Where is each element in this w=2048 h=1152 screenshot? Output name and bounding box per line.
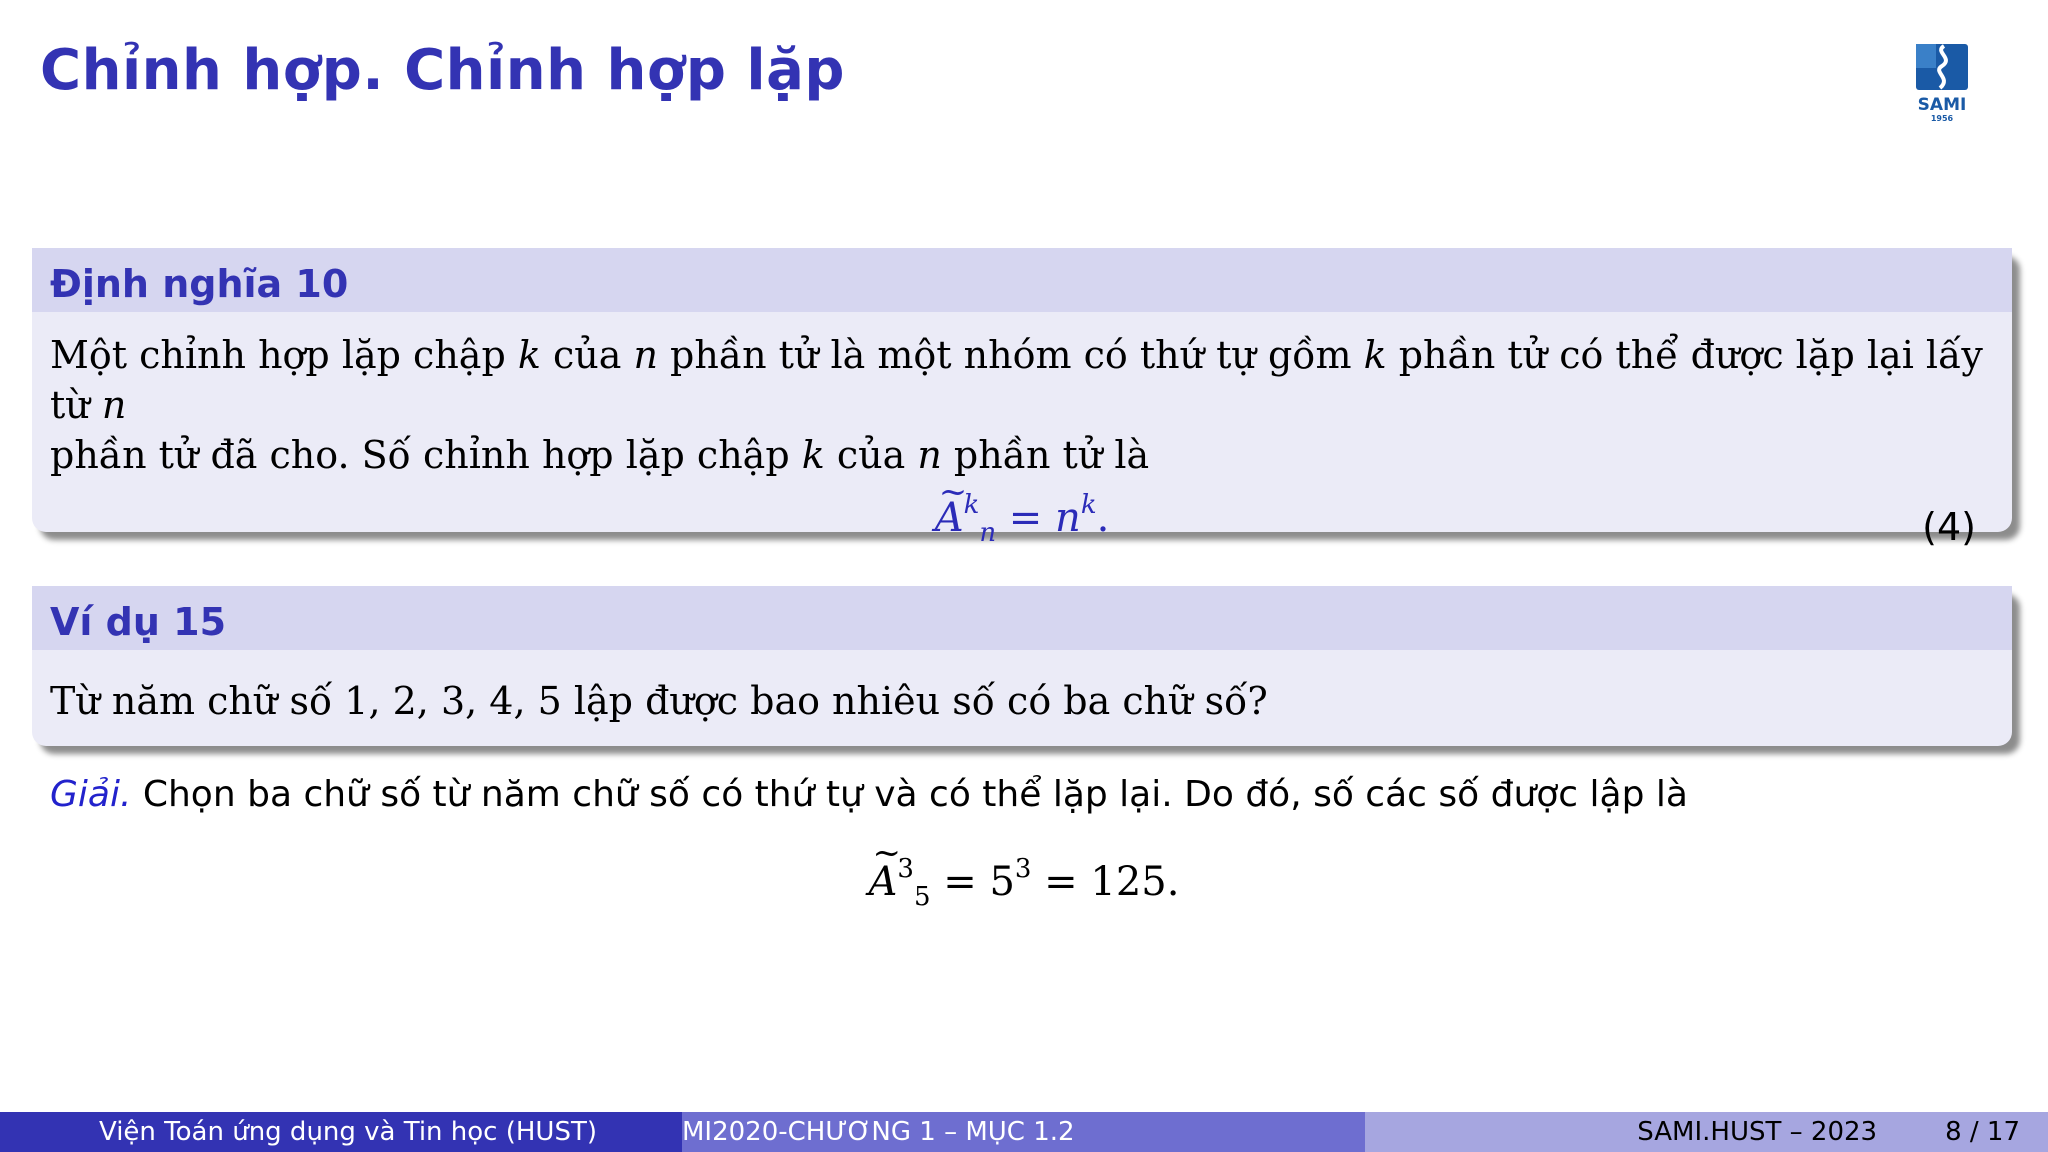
equation-number: (4) [1922,505,1976,549]
footer-institute: Viện Toán ứng dụng và Tin học (HUST) [0,1112,682,1152]
footer-course: MI2020-CHƯƠNG 1 – MỤC 1.2 [682,1112,1365,1152]
definition-block [32,248,2012,549]
definition-body [32,312,2012,564]
definition-formula: ~ $A^k_n = n^k$. [50,480,1994,558]
example-text: Từ năm chữ số 1, 2, 3, 4, 5 lập được bao nhiêu số có ba chữ số? [50,679,1268,723]
definition-line-1: Một chỉnh hợp lặp chập k của n phần tử là một nhóm có thứ tự gồm k phần tử có thể được lặp lại lấy từ n [50,333,1983,427]
example-heading: Ví dụ 15 [32,586,2012,650]
definition-equation [50,480,1994,564]
definition-heading: Định nghĩa 10 [32,248,2012,312]
logo-year: 1956 [1930,114,1954,123]
solution-formula: ~ $A^3_5 = 5^3 = 125$. [0,854,2048,912]
solution-label: Giải. [50,774,132,815]
footer-bar [0,1112,2048,1152]
page-title: Chỉnh hợp. Chỉnh hợp lặp [40,38,845,103]
sami-emblem-icon [1914,42,1970,92]
page-number: 8 / 17 [1945,1117,2020,1147]
logo-text: SAMI [1917,95,1967,115]
definition-line-2: phần tử đã cho. Số chỉnh hợp lặp chập k của n phần tử là [50,433,1150,477]
example-block [32,586,2012,746]
footer-right [1365,1112,2048,1152]
sami-logo [1912,42,1972,128]
solution-text: Giải. Chọn ba chữ số từ năm chữ số có thứ tự và có thể lặp lại. Do đó, số các số được lập là [50,774,1688,815]
footer-org: SAMI.HUST – 2023 [1637,1117,1878,1147]
